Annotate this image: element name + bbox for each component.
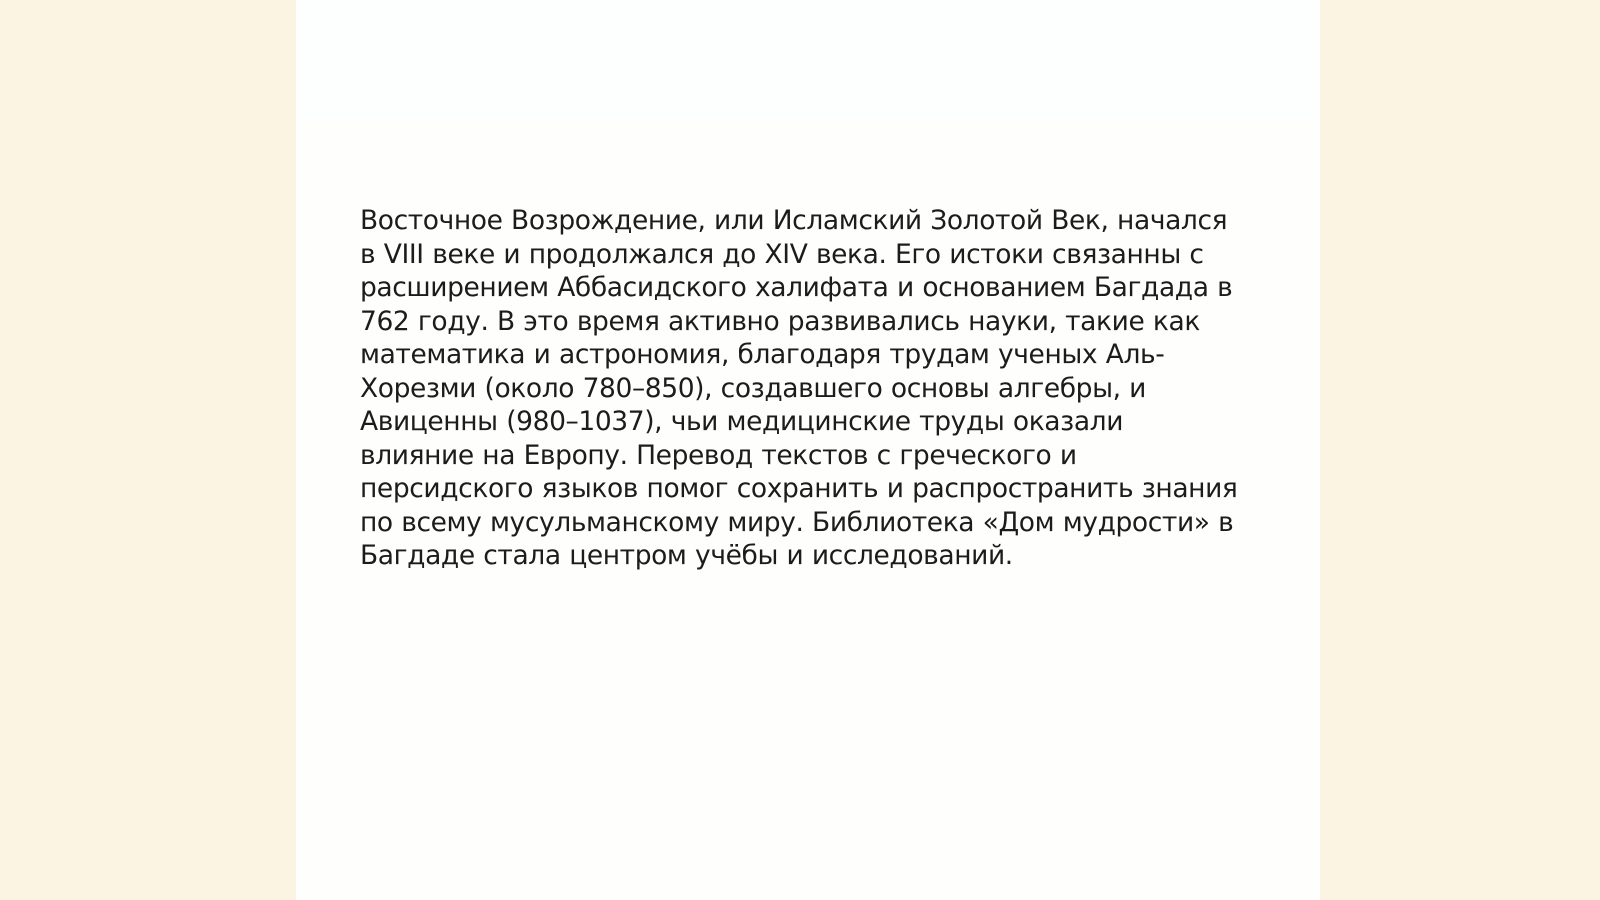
paragraph-line: по всему мусульманскому миру. Библиотека «Дом мудрости» в: [360, 506, 1234, 538]
left-margin-panel: [0, 0, 296, 900]
paragraph-line: Авиценны (980–1037), чьи медицинские труды оказали: [360, 406, 1124, 437]
right-margin-panel: [1320, 0, 1600, 900]
paragraph-line: Хорезми (около 780–850), создавшего основы алгебры, и: [360, 372, 1146, 404]
body-paragraph: [360, 204, 1240, 573]
paragraph-line: расширением Аббасидского халифата и основанием Багдада в: [360, 272, 1233, 303]
paragraph-line: влияние на Европу. Перевод текстов с греческого и: [360, 439, 1077, 471]
paragraph-line: 762 году. В это время активно развивались науки, такие как: [360, 305, 1200, 337]
paragraph-line: Багдаде стала центром учёбы и исследований.: [360, 540, 1013, 571]
paragraph-line: математика и астрономия, благодаря трудам ученых Аль-: [360, 339, 1165, 370]
paragraph-line: персидского языков помог сохранить и распространить знания: [360, 473, 1238, 504]
sheet-header-area: [296, 0, 1320, 120]
paragraph-line: Восточное Возрождение, или Исламский Золотой Век, начался: [360, 205, 1228, 236]
paragraph-line: в VIII веке и продолжался до XIV века. Его истоки связанны с: [360, 238, 1204, 270]
document-sheet: [296, 0, 1320, 900]
